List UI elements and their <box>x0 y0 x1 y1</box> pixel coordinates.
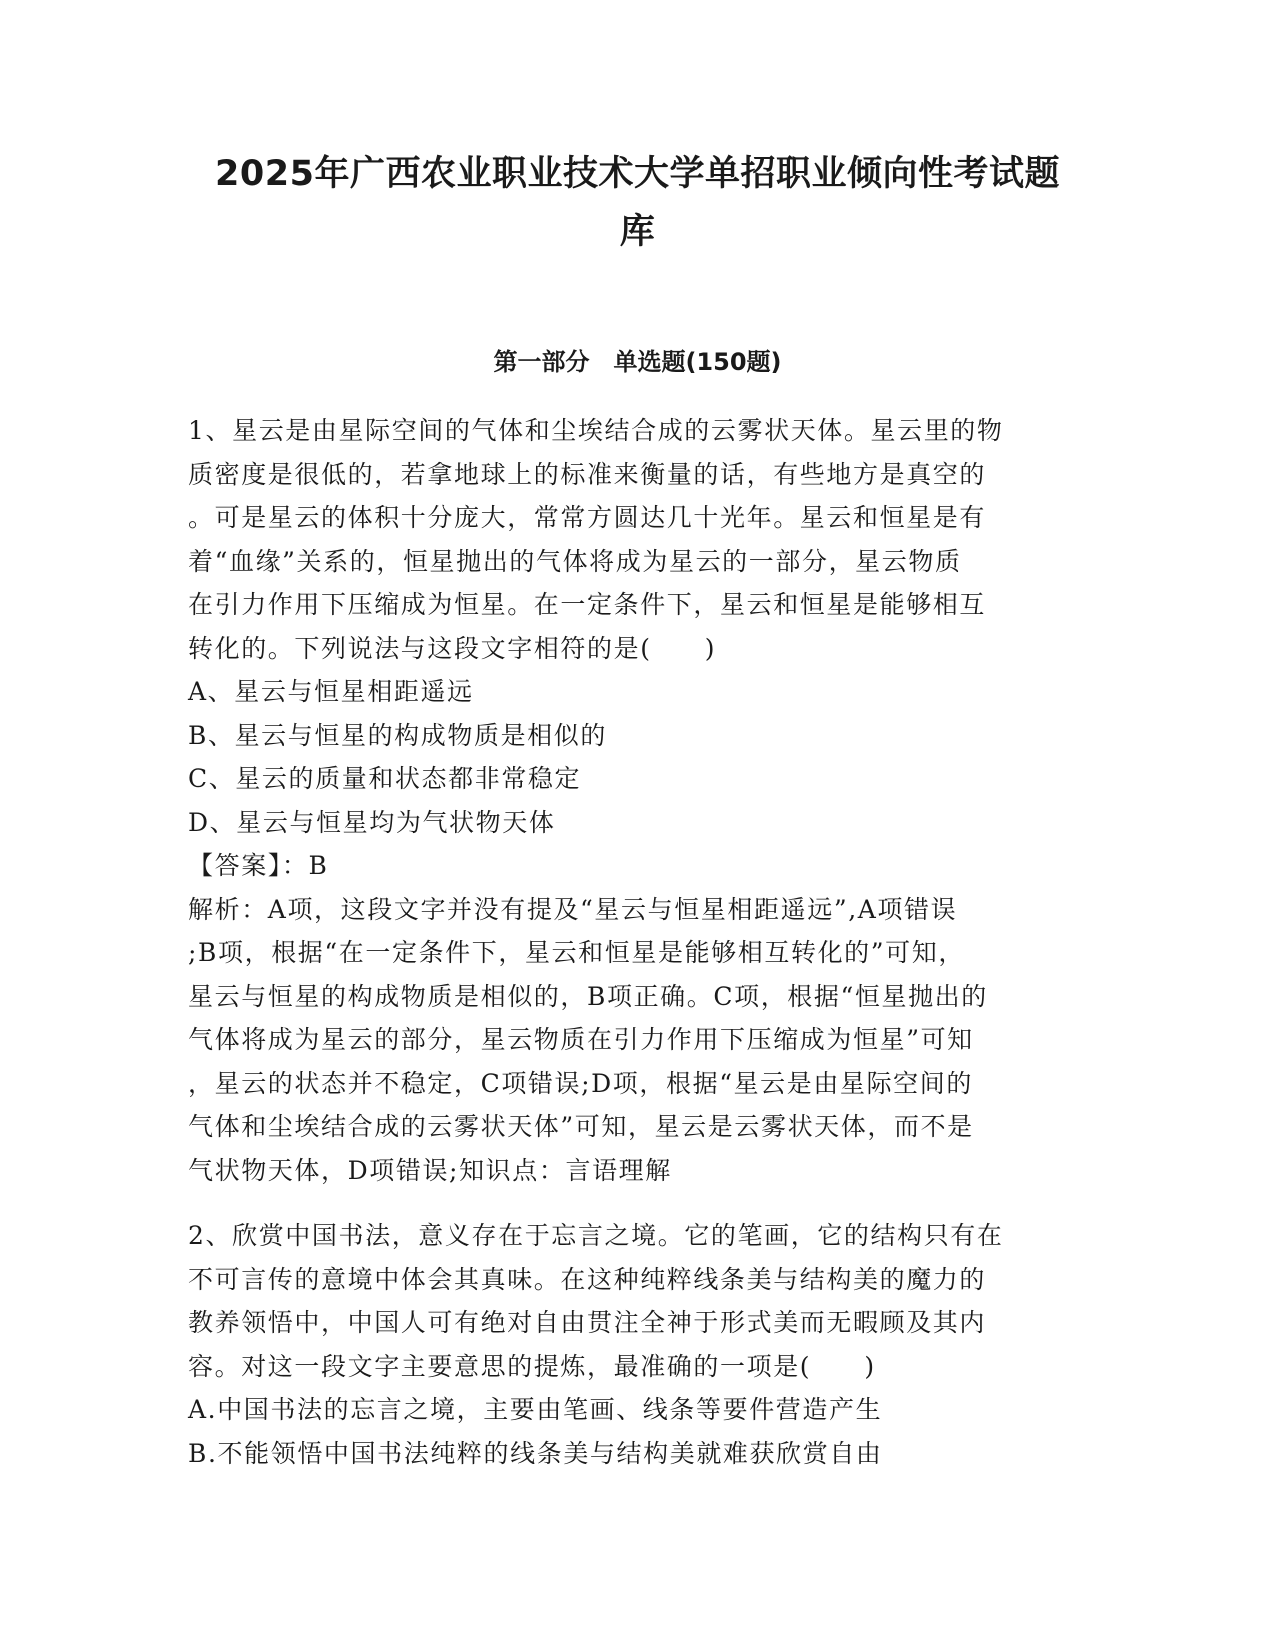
explanation-line: 气体将成为星云的部分，星云物质在引力作用下压缩成为恒星”可知 <box>188 1025 974 1054</box>
option-a: A、星云与恒星相距遥远 <box>188 677 474 706</box>
explanation-line: ，星云的状态并不稳定，C项错误;D项，根据“星云是由星际空间的 <box>188 1068 973 1098</box>
question-stem-line: 不可言传的意境中体会其真味。在这种纯粹线条美与结构美的魔力的 <box>188 1264 987 1294</box>
question-content <box>188 409 1088 1475</box>
question-stem-line: 2、欣赏中国书法，意义存在于忘言之境。它的笔画，它的结构只有在 <box>188 1221 1004 1250</box>
question-stem-line: 容。对这一段文字主要意思的提炼，最准确的一项是( ) <box>188 1351 876 1381</box>
question-stem-line: 1、星云是由星际空间的气体和尘埃结合成的云雾状天体。星云里的物 <box>188 416 1004 445</box>
explanation-line: 解析：A项，这段文字并没有提及“星云与恒星相距遥远”,A项错误 <box>188 894 958 924</box>
question-stem-line: 着“血缘”关系的，恒星抛出的气体将成为星云的一部分，星云物质 <box>188 546 962 576</box>
question-spacer <box>188 1192 1088 1214</box>
explanation-line: 星云与恒星的构成物质是相似的，B项正确。C项，根据“恒星抛出的 <box>188 981 988 1011</box>
question-stem-line: 质密度是很低的，若拿地球上的标准来衡量的话，有些地方是真空的 <box>188 459 987 489</box>
title-line-1: 2025年广西农业职业技术大学单招职业倾向性考试题 <box>215 154 1060 194</box>
option-b: B.不能领悟中国书法纯粹的线条美与结构美就难获欣赏自由 <box>188 1438 883 1468</box>
question-stem-line: 。可是星云的体积十分庞大，常常方圆达几十光年。星云和恒星是有 <box>188 503 987 532</box>
question-1 <box>188 409 1088 1192</box>
explanation-line: ;B项，根据“在一定条件下，星云和恒星是能够相互转化的”可知， <box>188 938 965 967</box>
section-heading: 第一部分 单选题(150题) <box>493 348 782 376</box>
option-b: B、星云与恒星的构成物质是相似的 <box>188 720 607 750</box>
title-line-2: 库 <box>619 212 656 252</box>
question-stem-line: 教养领悟中，中国人可有绝对自由贯注全神于形式美而无暇顾及其内 <box>188 1308 987 1337</box>
option-a: A.中国书法的忘言之境，主要由笔画、线条等要件营造产生 <box>188 1395 883 1424</box>
question-stem-line: 转化的。下列说法与这段文字相符的是( ) <box>188 633 717 663</box>
answer-line: 【答案】：B <box>188 851 329 880</box>
explanation-line: 气体和尘埃结合成的云雾状天体”可知，星云是云雾状天体，而不是 <box>188 1112 974 1141</box>
question-2 <box>188 1214 1088 1475</box>
question-stem-line: 在引力作用下压缩成为恒星。在一定条件下，星云和恒星是能够相互 <box>188 590 987 619</box>
option-c: C、星云的质量和状态都非常稳定 <box>188 764 582 793</box>
explanation-line: 气状物天体，D项错误;知识点：言语理解 <box>188 1155 672 1185</box>
document-title <box>170 145 1105 261</box>
option-d: D、星云与恒星均为气状物天体 <box>188 807 556 837</box>
